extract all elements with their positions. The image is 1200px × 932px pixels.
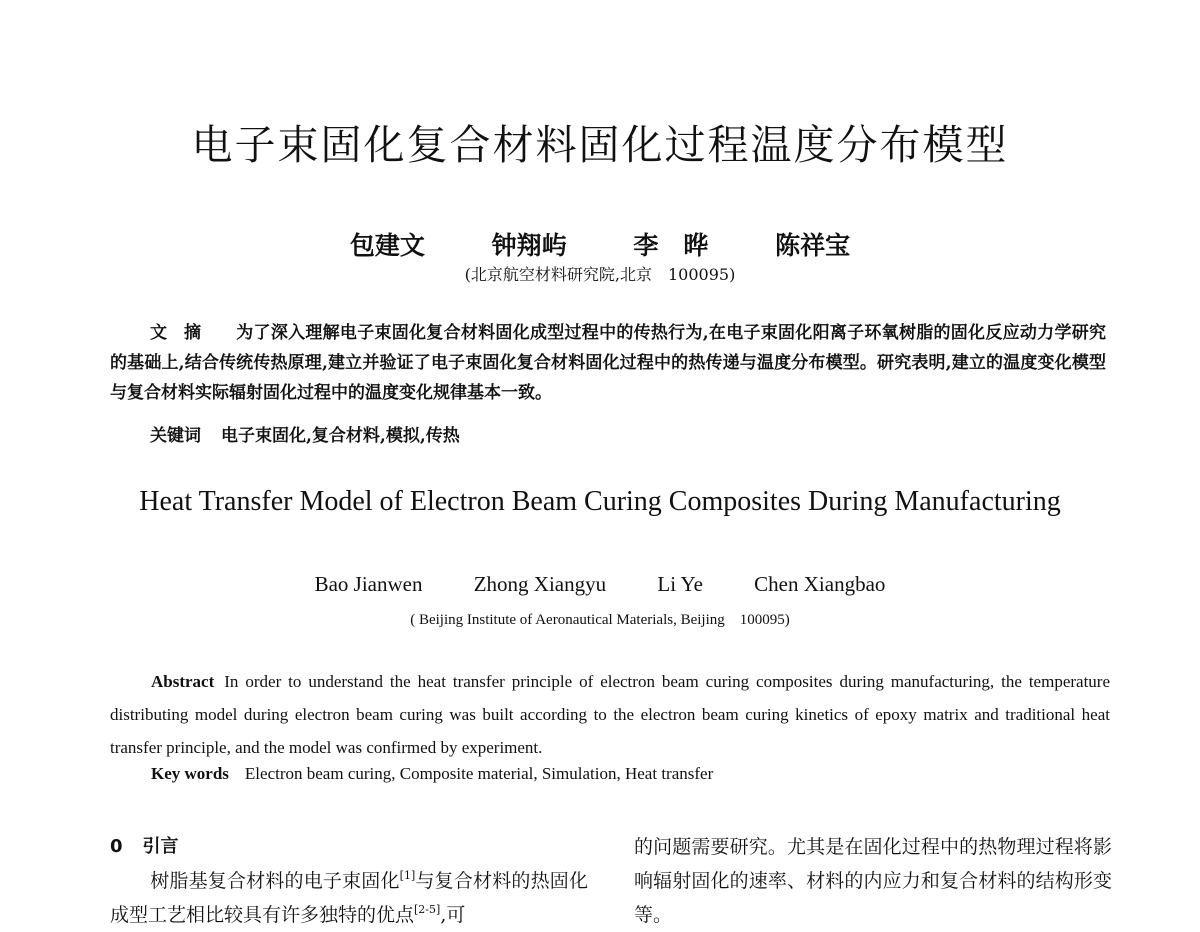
english-author: Li Ye bbox=[657, 572, 703, 596]
chinese-author: 李 晔 bbox=[633, 231, 709, 260]
intro-text: ,可 bbox=[440, 904, 466, 926]
english-authors bbox=[0, 572, 1200, 597]
chinese-keywords-text: 电子束固化,复合材料,模拟,传热 bbox=[221, 426, 460, 446]
section-title: 引言 bbox=[142, 836, 179, 857]
chinese-author: 陈祥宝 bbox=[775, 231, 851, 260]
chinese-title: 电子束固化复合材料固化过程温度分布模型 bbox=[191, 121, 1009, 169]
chinese-author: 包建文 bbox=[349, 231, 425, 260]
chinese-abstract-text: 为了深入理解电子束固化复合材料固化成型过程中的传热行为,在电子束固化阳离子环氧树脂的固化反应动力学研究的基础上,结合传统传热原理,建立并验证了电子束固化复合材料固化过程中的热传递与温度分布模型。研究表明,建立的温度变化模型与复合材料实际辐射固化过程中的温度变化规律基本一致。 bbox=[110, 323, 1106, 403]
section-number: 0 bbox=[110, 836, 123, 857]
english-affiliation: ( Beijing Institute of Aeronautical Materials, Beijing 100095) bbox=[410, 612, 790, 628]
english-abstract-text: In order to understand the heat transfer principle of electron beam curing composites during manufacturing, the temperature distributing model during electron beam curing was built according to the electron beam curing kinetics of epoxy matrix and traditional heat transfer principle, and the model was confirmed by experiment. bbox=[110, 672, 1110, 757]
body-column-right bbox=[634, 830, 1112, 932]
citation: [1] bbox=[399, 869, 416, 882]
intro-text: 树脂基复合材料的电子束固化 bbox=[150, 870, 400, 892]
english-keywords bbox=[151, 764, 1111, 784]
body-column-left bbox=[110, 830, 588, 932]
chinese-affiliation: (北京航空材料研究院,北京 100095) bbox=[464, 265, 736, 284]
chinese-author: 钟翔屿 bbox=[491, 231, 567, 260]
english-title: Heat Transfer Model of Electron Beam Curing Composites During Manufacturing bbox=[139, 486, 1061, 517]
chinese-keywords bbox=[150, 421, 1106, 446]
chinese-authors bbox=[0, 226, 1200, 262]
english-abstract bbox=[110, 665, 1110, 764]
english-author: Bao Jianwen bbox=[314, 572, 423, 596]
chinese-abstract bbox=[110, 318, 1106, 408]
chinese-keywords-label: 关键词 bbox=[150, 426, 201, 446]
section-heading bbox=[110, 830, 588, 864]
chinese-abstract-label: 文 摘 bbox=[150, 323, 201, 343]
english-author: Zhong Xiangyu bbox=[473, 572, 607, 596]
english-author: Chen Xiangbao bbox=[754, 572, 886, 596]
intro-text: 与复合材料的热固化成型工艺相比较具有许多独特的优点 bbox=[110, 870, 588, 926]
english-keywords-label: Key words bbox=[151, 764, 229, 783]
citation: [2-5] bbox=[414, 903, 441, 916]
intro-paragraph bbox=[110, 864, 588, 932]
english-keywords-text: Electron beam curing, Composite material, Simulation, Heat transfer bbox=[244, 764, 714, 783]
english-abstract-label: Abstract bbox=[151, 672, 215, 691]
intro-continued-text: 的问题需要研究。尤其是在固化过程中的热物理过程将影响辐射固化的速率、材料的内应力和复合材料的结构形变等。 bbox=[634, 836, 1112, 926]
